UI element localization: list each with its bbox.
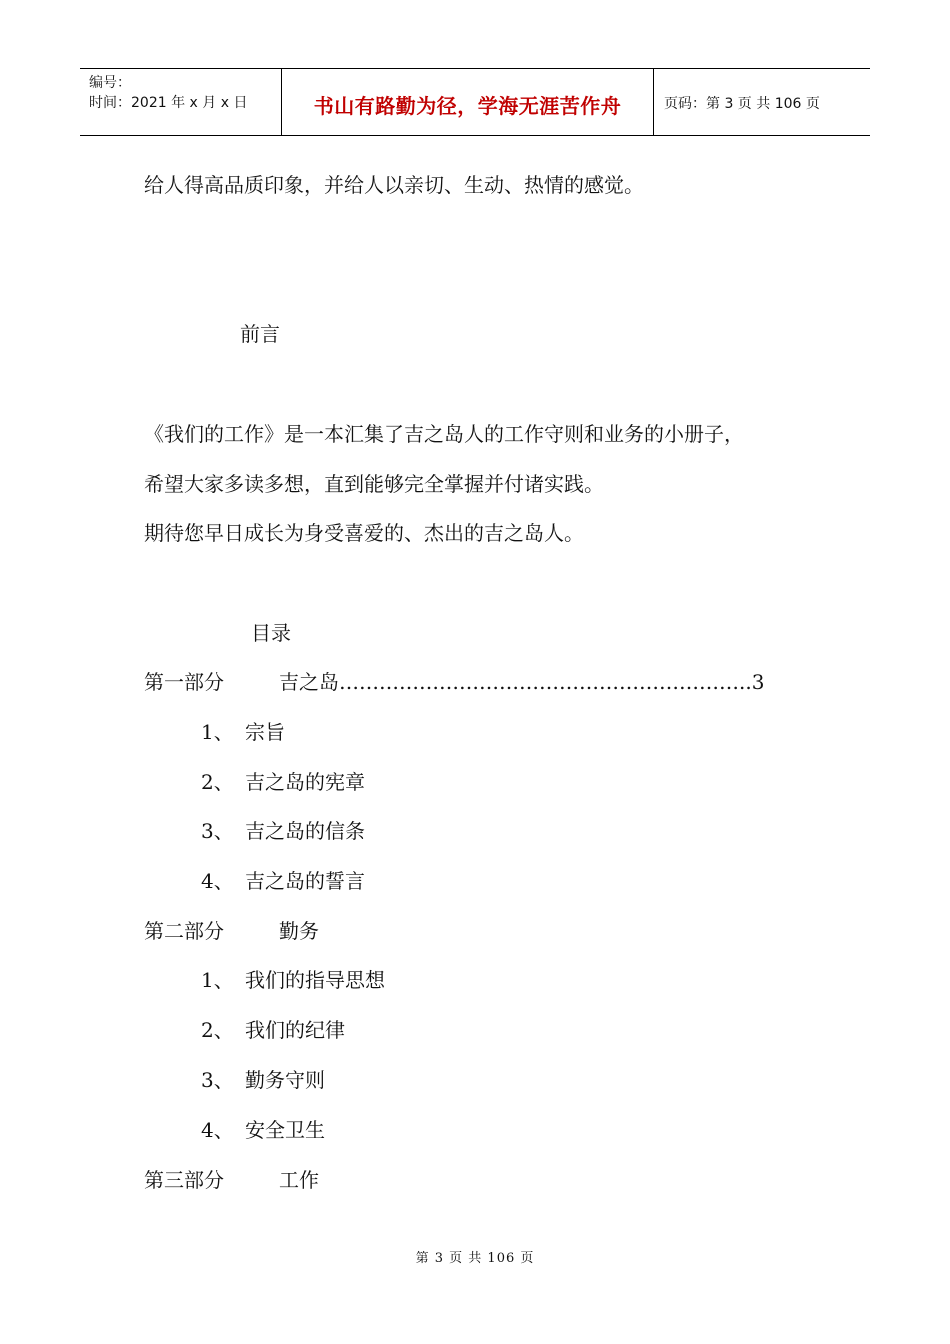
toc-part-label: 第二部分	[144, 919, 224, 943]
toc-title: 目录	[251, 621, 291, 645]
header-page-code: 页码：第 3 页 共 106 页	[664, 96, 820, 112]
toc-item-label: 安全卫生	[245, 1118, 325, 1142]
toc-item-label: 吉之岛的宪章	[245, 770, 365, 794]
toc-item[interactable]	[201, 768, 365, 796]
toc-part-name: 吉之岛	[279, 670, 339, 694]
header-number-label: 编号：	[89, 75, 131, 91]
intro-line: 给人得高品质印象，并给人以亲切、生动、热情的感觉。	[144, 173, 644, 197]
preface-title: 前言	[240, 322, 280, 346]
toc-item-number: 2、	[201, 1018, 234, 1042]
header-time-label: 时间：2021 年 x 月 x 日	[89, 95, 248, 111]
toc-item-number: 1、	[201, 968, 234, 992]
toc-item-label: 吉之岛的信条	[245, 819, 365, 843]
preface-line-3: 期待您早日成长为身受喜爱的、杰出的吉之岛人。	[144, 521, 584, 545]
toc-item[interactable]	[201, 1116, 325, 1144]
toc-page-number: 3	[751, 670, 765, 694]
toc-item-label: 我们的指导思想	[245, 968, 385, 992]
toc-item[interactable]	[201, 718, 285, 746]
page-footer: 第 3 页 共 106 页	[415, 1251, 535, 1266]
page-header	[80, 68, 870, 136]
toc-item[interactable]	[201, 1016, 345, 1044]
header-meta-cell	[80, 69, 282, 135]
toc-item-number: 1、	[201, 720, 234, 744]
toc-part-row[interactable]	[144, 917, 319, 945]
toc-item-label: 勤务守则	[245, 1068, 325, 1092]
toc-item-number: 4、	[201, 869, 234, 893]
toc-item-number: 4、	[201, 1118, 234, 1142]
toc-part-name: 工作	[279, 1168, 319, 1192]
toc-part-row[interactable]	[144, 1166, 319, 1194]
toc-item[interactable]	[201, 817, 365, 845]
toc-part-name: 勤务	[279, 919, 319, 943]
toc-part-row[interactable]	[144, 668, 764, 696]
toc-item[interactable]	[201, 1066, 325, 1094]
toc-item[interactable]	[201, 867, 365, 895]
toc-item-label: 吉之岛的誓言	[245, 869, 365, 893]
toc-part-label: 第一部分	[144, 670, 224, 694]
toc-item-number: 3、	[201, 1068, 234, 1092]
toc-item-label: 宗旨	[245, 720, 285, 744]
header-motto: 书山有路勤为径，学海无涯苦作舟	[282, 69, 654, 135]
toc-part-label: 第三部分	[144, 1168, 224, 1192]
toc-item-number: 3、	[201, 819, 234, 843]
toc-item-label: 我们的纪律	[245, 1018, 345, 1042]
toc-leader-dots: ……………………………………………………..	[339, 670, 752, 694]
toc-item-number: 2、	[201, 770, 234, 794]
preface-line-1: 《我们的工作》是一本汇集了吉之岛人的工作守则和业务的小册子，	[144, 422, 744, 446]
toc-item[interactable]	[201, 966, 385, 994]
preface-line-2: 希望大家多读多想，直到能够完全掌握并付诸实践。	[144, 472, 604, 496]
